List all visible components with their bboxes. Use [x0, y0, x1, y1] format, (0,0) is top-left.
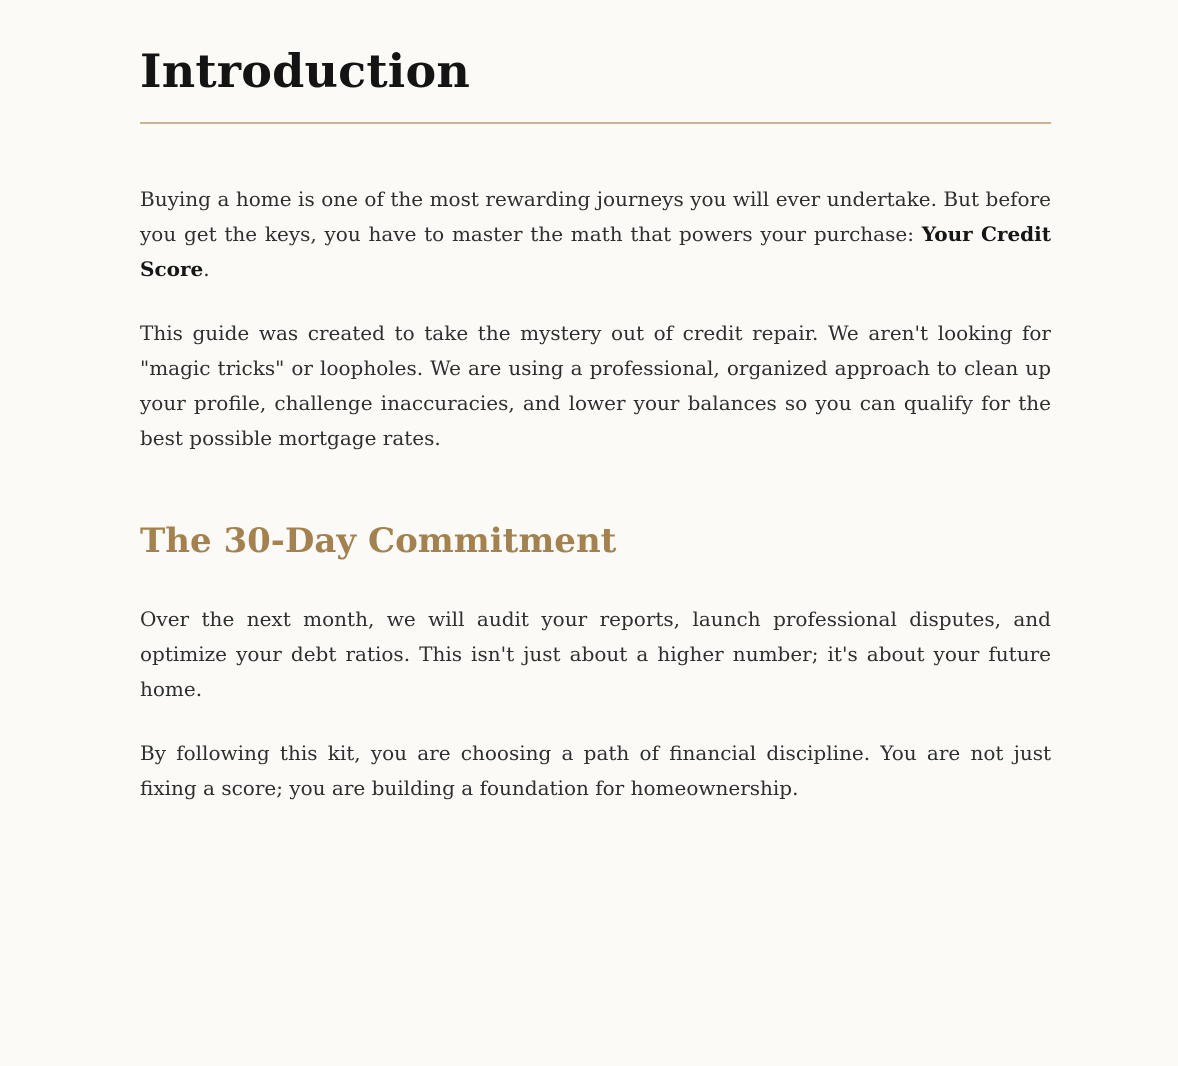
commitment-paragraph: Over the next month, we will audit your reports, launch professional disputes, and optimize your debt ratios. This isn't just about a higher number; it's about your future home. — [140, 607, 1051, 701]
intro-text-end: . — [203, 257, 210, 281]
guide-paragraph: This guide was created to take the mystery out of credit repair. We aren't looking for "magic tricks" or loopholes. We are using a professional, organized approach to clean up your profile, challenge inaccuracies, and lower your balances so you can qualify for the best possible mortgage rates. — [140, 321, 1051, 450]
intro-bold-text: Your Credit Score — [140, 222, 1051, 281]
section-heading: The 30-Day Commitment — [140, 521, 617, 561]
document-page — [140, 0, 1051, 806]
intro-text: Buying a home is one of the most rewarding journeys you will ever undertake. But before you get the keys, you have to master the math that powers your purchase: — [140, 187, 1051, 246]
page-title: Introduction — [140, 44, 470, 98]
intro-paragraph — [140, 182, 1051, 287]
discipline-paragraph: By following this kit, you are choosing a path of financial discipline. You are not just fixing a score; you are building a foundation for homeownership. — [140, 741, 1051, 800]
title-divider — [140, 122, 1051, 124]
